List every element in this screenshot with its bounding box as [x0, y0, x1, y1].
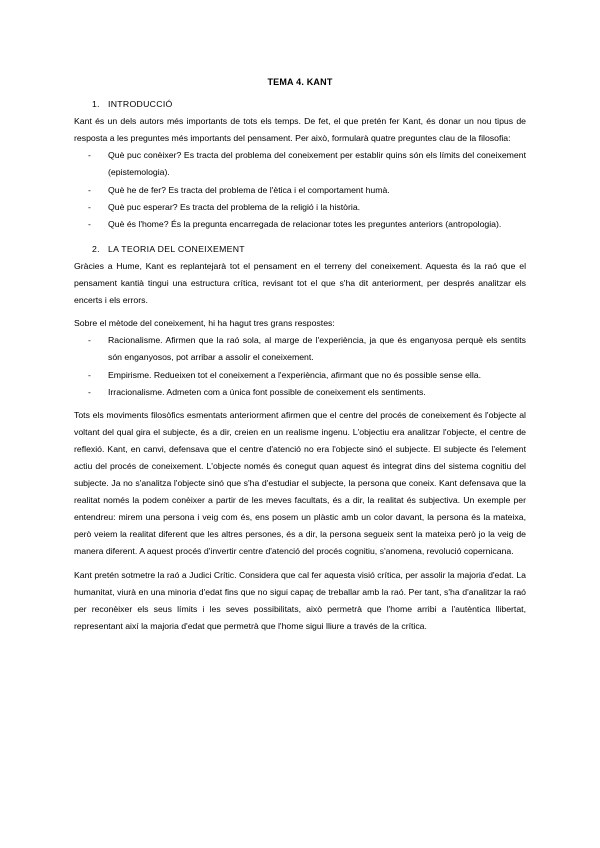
dash-bullet: -	[88, 184, 91, 195]
document-title: TEMA 4. KANT	[267, 77, 333, 87]
list-item: - Irracionalisme. Admeten com a única font possible de coneixement els sentiments.	[74, 384, 526, 401]
list-item: - Racionalisme. Afirmen que la raó sola, al marge de l'experiència, ja que és enganyosa perquè els sentits són enganyosos, pot arribar a assolir el coneixement.	[74, 332, 526, 366]
methods-intro-paragraph: Sobre el mètode del coneixement, hi ha hagut tres grans respostes:	[74, 318, 335, 329]
section-heading-text: INTRODUCCIÓ	[108, 99, 173, 110]
dash-bullet: -	[88, 369, 91, 380]
dash-bullet: -	[88, 218, 91, 229]
dash-bullet: -	[88, 335, 91, 346]
questions-list	[74, 147, 526, 232]
dash-bullet: -	[88, 201, 91, 212]
list-item: - Què puc conèixer? Es tracta del problema del coneixement per establir quins són els límits del coneixement (epistemologia).	[74, 147, 526, 181]
list-item: - Què és l'home? És la pregunta encarregada de relacionar totes les preguntes anteriors (antropologia).	[74, 216, 526, 233]
section-heading-introduccio	[92, 96, 526, 113]
document-body	[74, 74, 526, 635]
section-heading-text: LA TEORIA DEL CONEIXEMENT	[108, 243, 245, 254]
list-item: - Empirisme. Redueixen tot el coneixement a l'experiència, afirmant que no és possible sense ella.	[74, 367, 526, 384]
body-paragraph: Kant pretén sotmetre la raó a Judici Crític. Considera que cal fer aquesta visió crítica, per assolir la majoria d'edat. La humanitat, viurà en una minoria d'edat fins que no sigui capaç de treballar amb la raó. Per tant, s'ha d'analitzar la raó per reconèixer els seus límits i les seves possibilitats, això permetrà que l'home arribi a l'autèntica llibertat, representant així la majoria d'edat que permetrà que l'home sigui lliure a través de la crítica.	[74, 569, 526, 631]
section-intro-paragraph: Kant és un dels autors més importants de tots els temps. De fet, el que pretén fer Kant, és donar un nou tipus de resposta a les preguntes més importants del pensament. Per això, formularà quatre preguntes clau de la filosofia:	[74, 116, 526, 144]
section-heading-teoria-coneixement	[92, 241, 526, 258]
dash-bullet: -	[88, 150, 91, 161]
list-item: - Què he de fer? Es tracta del problema de l'ètica i el comportament humà.	[74, 182, 526, 199]
methods-list	[74, 332, 526, 400]
section-number: 2.	[92, 243, 100, 254]
body-paragraph: Tots els moviments filosòfics esmentats anteriorment afirmen que el centre del procés de coneixement és l'objecte al voltant del qual gira el subjecte, és a dir, creien en un realisme ingenu. L'objectiu era analitzar l'objecte, el centre de reflexió. Kant, en canvi, defensava que el centre d'atenció no era l'objecte sinó el subjecte. El subjecte és l'element actiu del procés de coneixement. L'objecte només és conegut quan aquest és integrat dins del sistema cognitiu del subjecte. Ja no s'analitza l'objecte sinó que s'ha d'estudiar el subjecte, la persona que coneix. Kant defensava que la realitat només la podem conèixer a partir de les meves facultats, és a dir, la realitat és subjectiva. Un exemple per entendreu: mirem una persona i veig com és, ens posem un plàstic amb un color davant, la persona és la mateixa, però veiem la realitat diferent que les altres persones, és a dir, la persona segueix sent la mateixa però jo la veig de manera diferent. A aquest procés d'invertir centre d'atenció del procés cognitiu, s'anomena, revolució copernicana.	[74, 409, 526, 557]
section-intro-paragraph: Gràcies a Hume, Kant es replantejarà tot el pensament en el terreny del coneixement. Aquesta és la raó que el pensament kantià tingui una estructura crítica, revisant tot el que s'ha dit anteriorment, per després analitzar els encerts i els errors.	[74, 260, 526, 306]
list-item: - Què puc esperar? Es tracta del problema de la religió i la història.	[74, 199, 526, 216]
dash-bullet: -	[88, 386, 91, 397]
section-number: 1.	[92, 99, 100, 110]
